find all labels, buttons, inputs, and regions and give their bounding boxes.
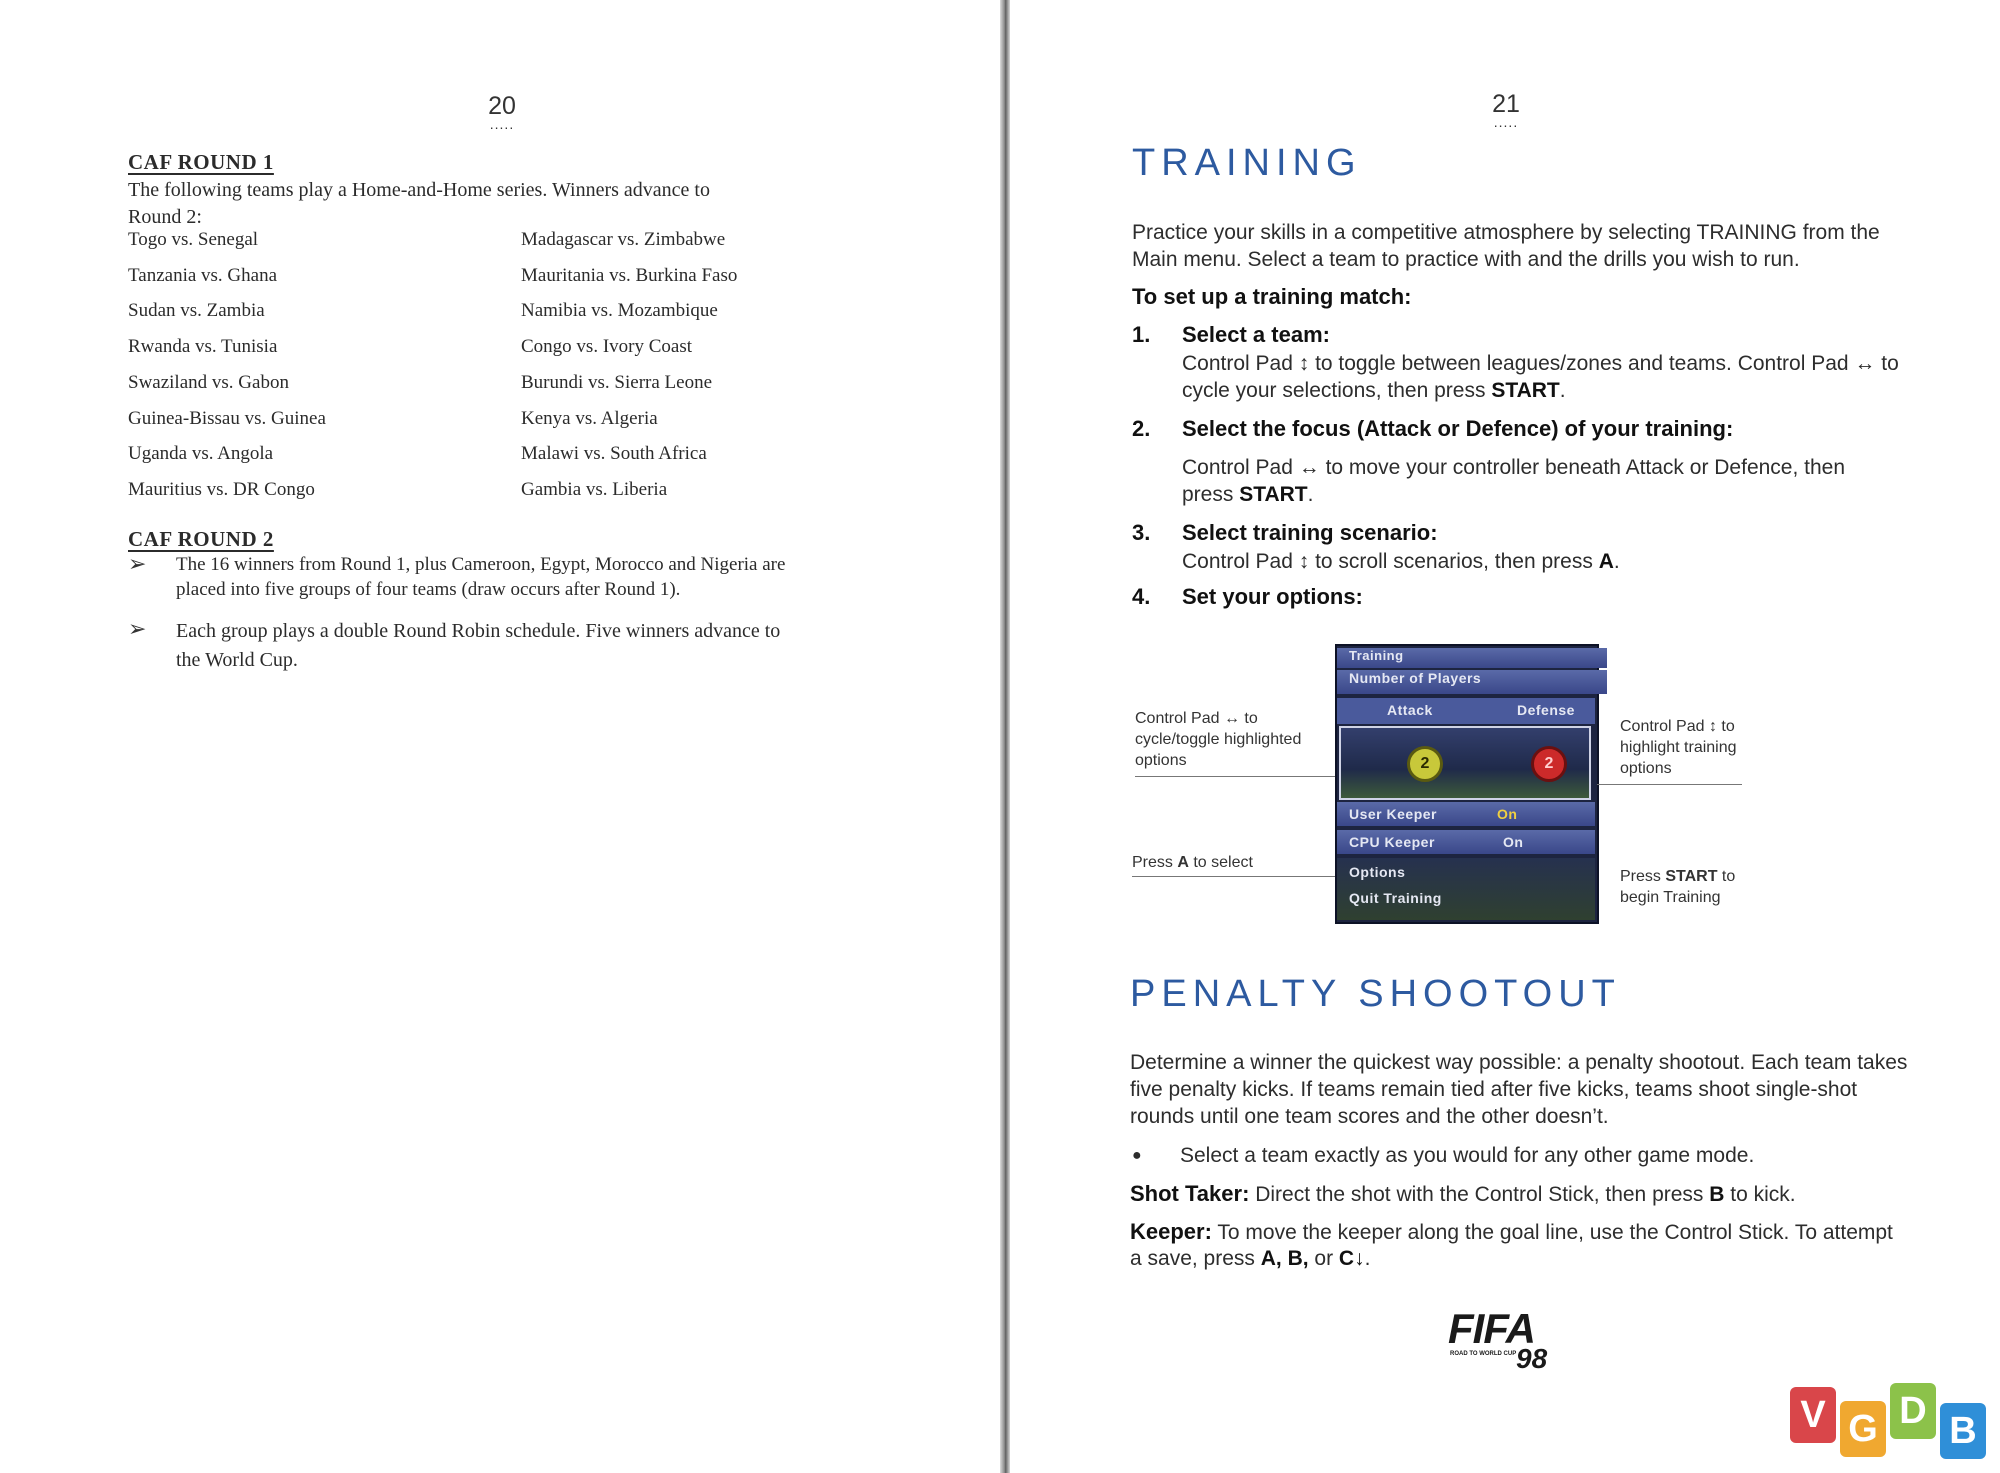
ss-defense-label: Defense — [1517, 702, 1575, 718]
penalty-para-line2: five penalty kicks. If teams remain tied after five kicks, teams shoot single-shot — [1130, 1078, 1858, 1101]
step-1-line1: Control Pad ↕ to toggle between leagues/zones and teams. Control Pad ↔ to — [1182, 352, 1899, 375]
vgdb-tile-g: G — [1840, 1401, 1886, 1457]
ss-attack-label: Attack — [1387, 702, 1433, 718]
ss-bottom-menu — [1337, 858, 1595, 920]
vgdb-tile-b: B — [1940, 1403, 1986, 1459]
page-number-left: 20 ..... — [472, 92, 532, 127]
training-intro-line2: Main menu. Select a team to practice with and the drills you wish to run. — [1132, 248, 1800, 271]
callout-left-top: Control Pad ↔ to cycle/toggle highlighted options — [1135, 710, 1302, 769]
fixture-item: Guinea-Bissau vs. Guinea — [128, 407, 326, 429]
step-2-line1: Control Pad ↔ to move your controller beneath Attack or Defence, then — [1182, 456, 1846, 479]
callout-right-bottom: Press START to begin Training — [1620, 868, 1736, 906]
caf2-bullet2-line2: the World Cup. — [176, 649, 298, 671]
step-1-line2: cycle your selections, then press START. — [1182, 379, 1566, 402]
fixture-item: Swaziland vs. Gabon — [128, 371, 289, 393]
vgdb-watermark — [1790, 1383, 1988, 1463]
shot-taker-line: Shot Taker: Direct the shot with the Control Stick, then press B to kick. — [1130, 1181, 1796, 1206]
callout-line — [1597, 784, 1742, 785]
vgdb-tile-v: V — [1790, 1387, 1836, 1443]
step-3-title: Select training scenario: — [1182, 520, 1438, 545]
penalty-para-line1: Determine a winner the quickest way possible: a penalty shootout. Each team takes — [1130, 1051, 1908, 1074]
vgdb-tile-d: D — [1890, 1383, 1936, 1439]
ss-cpu-keeper-value: On — [1503, 834, 1524, 850]
fixture-item: Kenya vs. Algeria — [521, 407, 658, 429]
training-menu-screenshot — [1335, 644, 1599, 924]
fixture-item: Burundi vs. Sierra Leone — [521, 371, 713, 393]
ss-focus-row — [1337, 698, 1595, 724]
step-1-title: Select a team: — [1182, 322, 1330, 347]
fixture-item: Mauritius vs. DR Congo — [128, 478, 315, 500]
ss-cpu-keeper-label: CPU Keeper — [1349, 834, 1435, 850]
caf-round-1-heading: CAF ROUND 1 — [128, 150, 274, 174]
ss-user-keeper-label: User Keeper — [1349, 806, 1437, 822]
caf2-bullet1-line2: placed into five groups of four teams (draw occurs after Round 1). — [176, 579, 681, 600]
ss-attack-badge: 2 — [1407, 746, 1443, 782]
ss-options: Options — [1349, 864, 1406, 880]
fixture-item: Rwanda vs. Tunisia — [128, 336, 278, 358]
training-intro-line1: Practice your skills in a competitive atmosphere by selecting TRAINING from the — [1132, 221, 1880, 244]
fixture-item: Mauritania vs. Burkina Faso — [521, 264, 738, 286]
penalty-bullet: Select a team exactly as you would for any other game mode. — [1180, 1144, 1755, 1167]
training-title: TRAINING — [1132, 142, 1362, 184]
callout-right-top: Control Pad ↕ to highlight training options — [1620, 718, 1737, 777]
training-setup-heading: To set up a training match: — [1132, 284, 1412, 309]
ss-menu-title: Training — [1337, 648, 1607, 668]
book-spine — [1000, 0, 1010, 1473]
ss-user-keeper-value: On — [1497, 806, 1518, 822]
step-1-number: 1. — [1132, 322, 1151, 347]
step-4-number: 4. — [1132, 584, 1151, 609]
fixture-item: Tanzania vs. Ghana — [128, 264, 278, 286]
fixture-item: Sudan vs. Zambia — [128, 300, 265, 322]
keeper-line1: Keeper: To move the keeper along the goal line, use the Control Stick. To attempt — [1130, 1219, 1893, 1244]
bullet-arrow-icon: ➢ — [128, 616, 147, 641]
fixture-item: Malawi vs. South Africa — [521, 443, 707, 465]
fixture-item: Madagascar vs. Zimbabwe — [521, 229, 726, 250]
step-2-title: Select the focus (Attack or Defence) of your training: — [1182, 416, 1734, 441]
caf-round-2-heading: CAF ROUND 2 — [128, 527, 274, 551]
penalty-shootout-title: PENALTY SHOOTOUT — [1130, 973, 1621, 1015]
fixture-item: Uganda vs. Angola — [128, 443, 274, 465]
fixture-item: Congo vs. Ivory Coast — [521, 336, 692, 358]
ss-user-keeper-row — [1337, 802, 1595, 826]
ss-defense-badge: 2 — [1531, 746, 1567, 782]
caf2-bullet1-line1: The 16 winners from Round 1, plus Cameroon, Egypt, Morocco and Nigeria are — [176, 554, 786, 575]
ss-highlight-frame — [1339, 726, 1591, 800]
fixture-item: Namibia vs. Mozambique — [521, 300, 718, 322]
page-number-right: 21 ..... — [1476, 90, 1536, 125]
fixture-item: Gambia vs. Liberia — [521, 478, 668, 500]
callout-line — [1132, 876, 1335, 877]
fixture-item: Togo vs. Senegal — [128, 229, 259, 250]
callout-left-bottom: Press A to select — [1132, 854, 1253, 871]
caf-round-1-intro-line1: The following teams play a Home-and-Home series. Winners advance to — [128, 179, 710, 201]
callout-line — [1135, 776, 1335, 777]
ss-cpu-keeper-row — [1337, 830, 1595, 854]
caf-round-1-intro-line2: Round 2: — [128, 206, 202, 228]
bullet-dot-icon: ● — [1132, 1147, 1142, 1164]
caf2-bullet2-line1: Each group plays a double Round Robin schedule. Five winners advance to — [176, 620, 781, 642]
keeper-line2: a save, press A, B, or C↓. — [1130, 1247, 1371, 1270]
step-3-number: 3. — [1132, 520, 1151, 545]
step-2-number: 2. — [1132, 416, 1151, 441]
penalty-para-line3: rounds until one team scores and the other doesn’t. — [1130, 1105, 1609, 1128]
bullet-arrow-icon: ➢ — [128, 551, 147, 576]
step-3-line1: Control Pad ↕ to scroll scenarios, then press A. — [1182, 550, 1620, 573]
ss-quit-training: Quit Training — [1349, 890, 1442, 906]
fifa-98-logo: FIFA ROAD TO WORLD CUP 98 — [1448, 1305, 1548, 1374]
step-4-title: Set your options: — [1182, 584, 1363, 609]
ss-number-of-players: Number of Players — [1337, 670, 1607, 694]
step-2-line2: press START. — [1182, 483, 1314, 506]
